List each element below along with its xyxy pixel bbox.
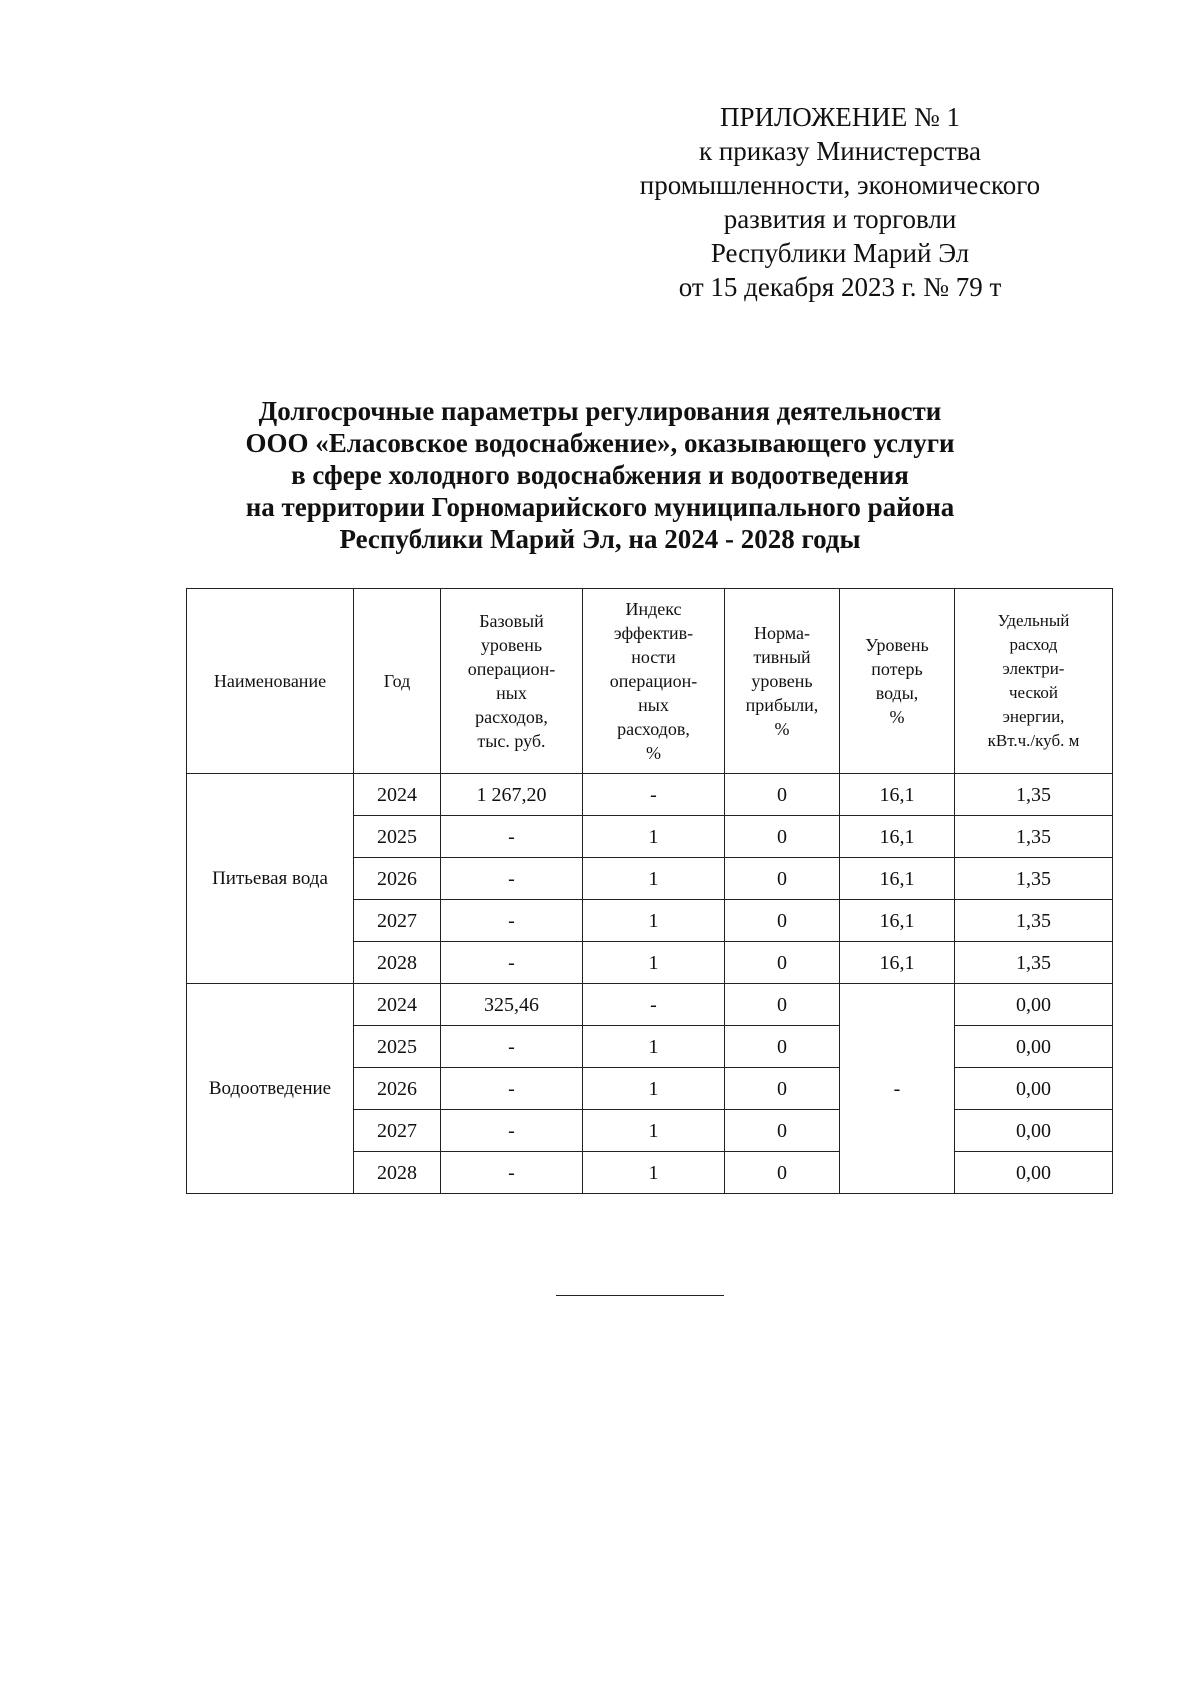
appendix-line: развития и торговли [723, 204, 957, 234]
cell-base-costs: 1 267,20 [441, 774, 583, 816]
cell-year: 2028 [354, 942, 441, 984]
cell-base-costs: - [441, 942, 583, 984]
cell-profit-level: 0 [725, 858, 840, 900]
title-line: ООО «Еласовское водоснабжение», оказывающего услуги [245, 428, 955, 458]
cell-profit-level: 0 [725, 1026, 840, 1068]
cell-energy: 0,00 [955, 1110, 1113, 1152]
cell-base-costs: - [441, 1026, 583, 1068]
title-line: Республики Марий Эл, на 2024 - 2028 годы [339, 524, 861, 554]
appendix-line: Республики Марий Эл [710, 238, 970, 268]
parameters-table [186, 588, 1113, 1194]
header-row [187, 589, 1113, 774]
cell-year: 2024 [354, 774, 441, 816]
cell-energy: 1,35 [955, 774, 1113, 816]
cell-efficiency-index: 1 [583, 1068, 725, 1110]
document-title [150, 395, 1050, 555]
cell-energy: 1,35 [955, 942, 1113, 984]
cell-energy: 0,00 [955, 1026, 1113, 1068]
cell-base-costs: - [441, 1110, 583, 1152]
cell-efficiency-index: 1 [583, 1026, 725, 1068]
cell-base-costs: - [441, 858, 583, 900]
header-profit-level: Норма- тивный уровень прибыли, % [725, 589, 840, 774]
cell-water-loss: 16,1 [840, 900, 955, 942]
cell-year: 2025 [354, 1026, 441, 1068]
cell-water-loss-merged: - [840, 984, 955, 1194]
cell-base-costs: 325,46 [441, 984, 583, 1026]
cell-water-loss: 16,1 [840, 774, 955, 816]
cell-year: 2025 [354, 816, 441, 858]
table-row [187, 984, 1113, 1026]
cell-year: 2026 [354, 858, 441, 900]
cell-base-costs: - [441, 900, 583, 942]
cell-profit-level: 0 [725, 1068, 840, 1110]
cell-profit-level: 0 [725, 900, 840, 942]
header-energy-consumption: Удельный расход электри- ческой энергии, кВт.ч./куб. м [955, 589, 1113, 774]
cell-profit-level: 0 [725, 984, 840, 1026]
title-line: на территории Горномарийского муниципального района [245, 492, 955, 522]
title-line: в сфере холодного водоснабжения и водоотведения [291, 460, 909, 490]
header-efficiency-index: Индекс эффектив- ности операцион- ных расходов, % [583, 589, 725, 774]
title-line: Долгосрочные параметры регулирования деятельности [258, 396, 942, 426]
cell-base-costs: - [441, 1152, 583, 1194]
cell-efficiency-index: 1 [583, 1110, 725, 1152]
cell-profit-level: 0 [725, 1110, 840, 1152]
cell-efficiency-index: 1 [583, 900, 725, 942]
cell-year: 2028 [354, 1152, 441, 1194]
cell-base-costs: - [441, 1068, 583, 1110]
cell-efficiency-index: 1 [583, 858, 725, 900]
cell-profit-level: 0 [725, 1152, 840, 1194]
cell-year: 2027 [354, 1110, 441, 1152]
cell-base-costs: - [441, 816, 583, 858]
cell-year: 2027 [354, 900, 441, 942]
group-name-wastewater: Водоотведение [187, 984, 354, 1194]
appendix-block [600, 100, 1080, 304]
cell-energy: 1,35 [955, 858, 1113, 900]
cell-year: 2024 [354, 984, 441, 1026]
appendix-line: от 15 декабря 2023 г. № 79 т [678, 272, 1002, 302]
header-base-costs: Базовый уровень операцион- ных расходов, тыс. руб. [441, 589, 583, 774]
cell-energy: 0,00 [955, 1152, 1113, 1194]
cell-energy: 1,35 [955, 816, 1113, 858]
table-row [187, 774, 1113, 816]
group-name-drinking-water: Питьевая вода [187, 774, 354, 984]
cell-efficiency-index: 1 [583, 942, 725, 984]
cell-water-loss: 16,1 [840, 942, 955, 984]
cell-water-loss: 16,1 [840, 858, 955, 900]
cell-energy: 0,00 [955, 1068, 1113, 1110]
cell-energy: 1,35 [955, 900, 1113, 942]
appendix-line: к приказу Министерства [698, 136, 982, 166]
cell-efficiency-index: - [583, 984, 725, 1026]
closing-divider [556, 1295, 724, 1296]
cell-efficiency-index: - [583, 774, 725, 816]
header-year: Год [354, 589, 441, 774]
header-water-loss: Уровень потерь воды, % [840, 589, 955, 774]
appendix-line: промышленности, экономического [639, 170, 1041, 200]
cell-profit-level: 0 [725, 816, 840, 858]
cell-year: 2026 [354, 1068, 441, 1110]
cell-profit-level: 0 [725, 774, 840, 816]
cell-profit-level: 0 [725, 942, 840, 984]
cell-efficiency-index: 1 [583, 1152, 725, 1194]
header-name: Наименование [187, 589, 354, 774]
cell-energy: 0,00 [955, 984, 1113, 1026]
appendix-line: ПРИЛОЖЕНИЕ № 1 [719, 102, 961, 132]
cell-efficiency-index: 1 [583, 816, 725, 858]
cell-water-loss: 16,1 [840, 816, 955, 858]
